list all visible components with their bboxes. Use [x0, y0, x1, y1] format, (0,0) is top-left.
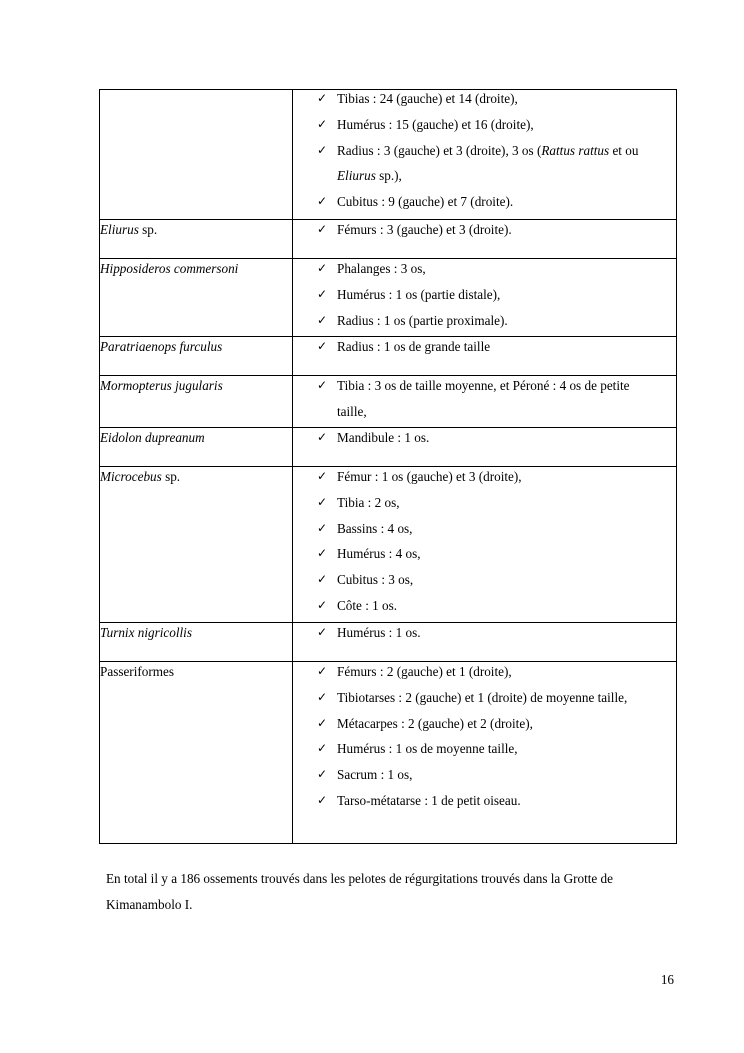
table-row — [100, 662, 677, 844]
list-item: ✓ Sacrum : 1 os, — [317, 762, 670, 788]
checkmark-icon: ✓ — [317, 378, 328, 392]
checkmark-icon: ✓ — [317, 792, 328, 807]
taxon-cell — [100, 467, 293, 623]
taxon-cell — [100, 428, 293, 467]
checkmark-icon: ✓ — [317, 572, 328, 587]
list-item: ✓ Humérus : 15 (gauche) et 16 (droite), — [317, 112, 670, 138]
checkmark-icon: ✓ — [317, 194, 328, 209]
list-item: ✓ Humérus : 1 os de moyenne taille, — [317, 736, 670, 762]
checkmark-icon: ✓ — [317, 767, 328, 782]
list-item: ✓ Tibia : 2 os, — [317, 490, 670, 516]
checkmark-icon: ✓ — [317, 469, 328, 483]
list-item: ✓ Humérus : 1 os. — [317, 620, 670, 646]
list-item: ✓ Radius : 1 os de grande taille — [317, 334, 670, 360]
bones-cell — [293, 467, 677, 623]
summary-paragraph: En total il y a 186 ossements trouvés dans les pelotes de régurgitations trouvés dans la Grotte de Kimanambolo I. — [106, 871, 614, 912]
list-item: ✓ Humérus : 1 os (partie distale), — [317, 282, 670, 308]
list-item: ✓ Fémur : 1 os (gauche) et 3 (droite), — [317, 464, 670, 490]
list-item: ✓ Bassins : 4 os, — [317, 516, 670, 542]
checkmark-icon: ✓ — [317, 261, 328, 275]
table-row — [100, 259, 677, 337]
list-item: ✓ Tibiotarses : 2 (gauche) et 1 (droite) de moyenne taille, — [317, 685, 670, 711]
taxon-cell — [100, 337, 293, 376]
taxon-cell — [100, 662, 293, 844]
checkmark-icon: ✓ — [317, 222, 328, 236]
taxon-name: Eliurus — [100, 222, 139, 237]
bone-inventory-table — [99, 89, 677, 844]
taxon-name: Eidolon dupreanum — [100, 430, 205, 445]
bones-cell — [293, 623, 677, 662]
checkmark-icon: ✓ — [317, 142, 328, 157]
taxon-name: Turnix nigricollis — [100, 625, 192, 640]
taxon-suffix: sp. — [161, 469, 181, 484]
taxon-name: Microcebus — [100, 469, 162, 484]
list-item: ✓ Tibias : 24 (gauche) et 14 (droite), — [317, 86, 670, 112]
list-item: ✓ Radius : 3 (gauche) et 3 (droite), 3 os (Rattus rattus et ou Eliurus sp.), — [317, 138, 670, 190]
taxon-cell — [100, 623, 293, 662]
bones-cell — [293, 259, 677, 337]
checkmark-icon: ✓ — [317, 286, 328, 301]
list-item: ✓ Humérus : 4 os, — [317, 541, 670, 567]
list-item: ✓ Mandibule : 1 os. — [317, 425, 670, 451]
list-item: ✓ Phalanges : 3 os, — [317, 256, 670, 282]
table-row — [100, 337, 677, 376]
taxon-name: Mormopterus jugularis — [100, 378, 223, 393]
bones-cell — [293, 220, 677, 259]
checkmark-icon: ✓ — [317, 625, 328, 639]
bones-cell — [293, 337, 677, 376]
checkmark-icon: ✓ — [317, 664, 328, 678]
taxon-cell — [100, 259, 293, 337]
bones-cell — [293, 90, 677, 220]
checkmark-icon: ✓ — [317, 116, 328, 131]
taxon-name: Paratriaenops furculus — [100, 339, 223, 354]
checkmark-icon: ✓ — [317, 597, 328, 612]
checkmark-icon: ✓ — [317, 430, 328, 444]
taxon-cell — [100, 90, 293, 220]
list-item: ✓ Cubitus : 3 os, — [317, 567, 670, 593]
bones-cell — [293, 376, 677, 428]
checkmark-icon: ✓ — [317, 91, 328, 105]
checkmark-icon: ✓ — [317, 312, 328, 327]
table-row — [100, 90, 677, 220]
table-row — [100, 376, 677, 428]
list-item: ✓ Métacarpes : 2 (gauche) et 2 (droite), — [317, 711, 670, 737]
taxon-name: Hipposideros commersoni — [100, 261, 239, 276]
list-item: ✓ Radius : 1 os (partie proximale). — [317, 308, 670, 334]
table-row — [100, 623, 677, 662]
bones-cell — [293, 428, 677, 467]
checkmark-icon: ✓ — [317, 494, 328, 509]
checkmark-icon: ✓ — [317, 715, 328, 730]
checkmark-icon: ✓ — [317, 339, 328, 353]
list-item: ✓ Tarso-métatarse : 1 de petit oiseau. — [317, 788, 670, 814]
list-item: ✓ Côte : 1 os. — [317, 593, 670, 619]
table-row — [100, 428, 677, 467]
checkmark-icon: ✓ — [317, 689, 328, 704]
list-item: ✓ Tibia : 3 os de taille moyenne, et Péroné : 4 os de petite taille, — [317, 373, 670, 425]
taxon-cell — [100, 376, 293, 428]
list-item: ✓ Cubitus : 9 (gauche) et 7 (droite). — [317, 189, 670, 215]
taxon-suffix: Passeriformes — [100, 664, 174, 679]
checkmark-icon: ✓ — [317, 520, 328, 535]
checkmark-icon: ✓ — [317, 741, 328, 756]
taxon-cell — [100, 220, 293, 259]
taxon-suffix: sp. — [138, 222, 158, 237]
list-item: ✓ Fémurs : 2 (gauche) et 1 (droite), — [317, 659, 670, 685]
page-number: 16 — [660, 972, 674, 987]
list-item: ✓ Fémurs : 3 (gauche) et 3 (droite). — [317, 217, 670, 243]
bones-cell — [293, 662, 677, 844]
checkmark-icon: ✓ — [317, 546, 328, 561]
table-row — [100, 467, 677, 623]
table-row — [100, 220, 677, 259]
